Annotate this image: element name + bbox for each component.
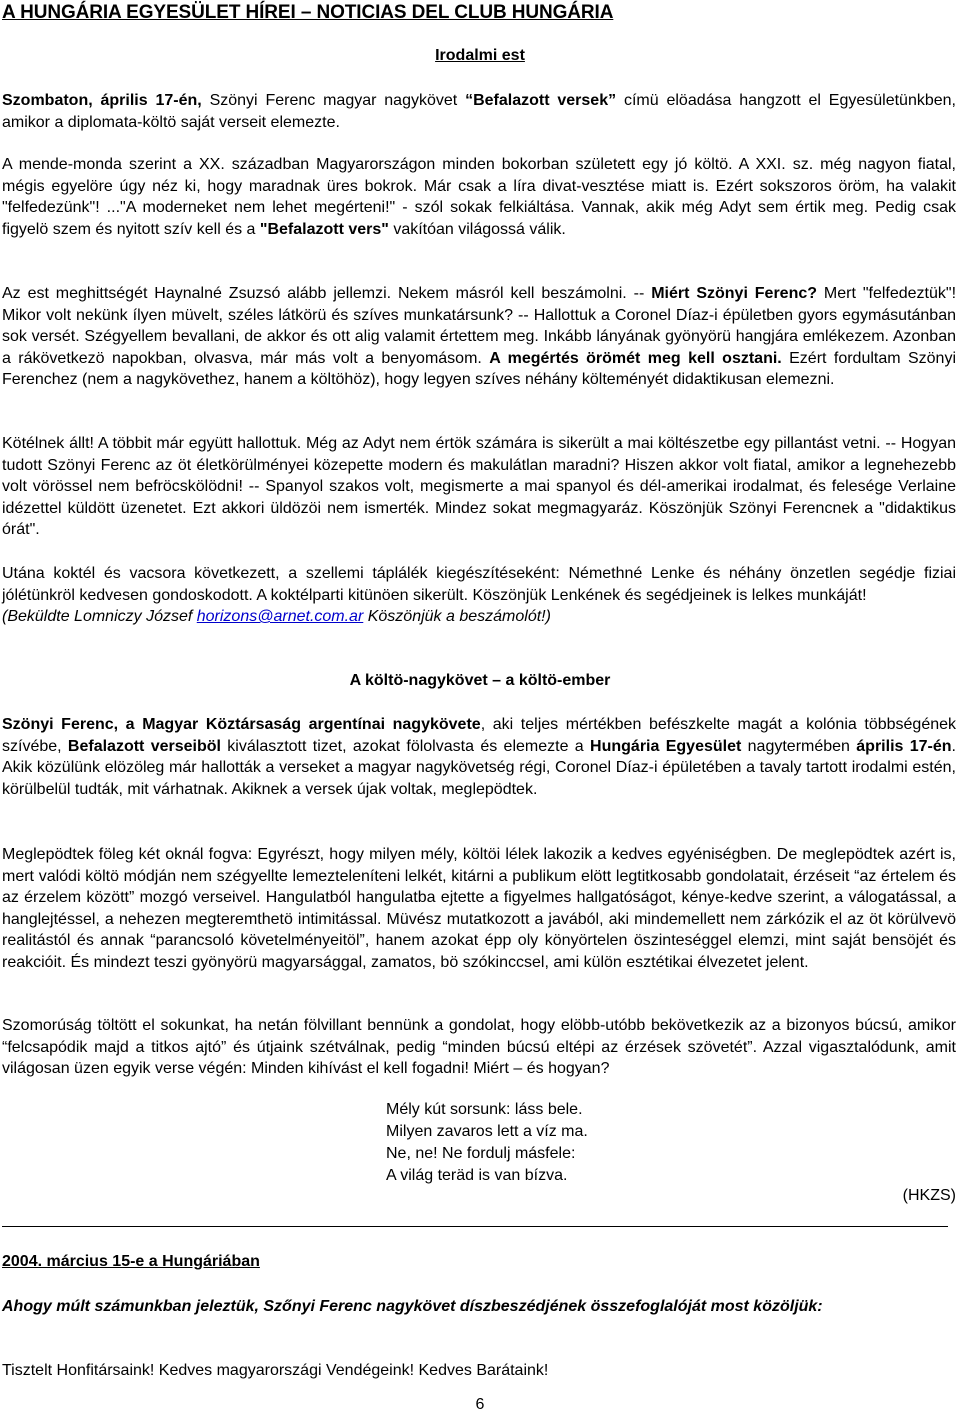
text-run: A mende-monda szerint a XX. században Magyarországon minden bokorban született egy jó költö. A XXI. sz. még nagyon fiatal, mégis egyelöre úgy néz ki, hogy maradnak üres bokrok. Már csak a líra divat-vesztése miatt is. Ezért sokszoros öröm, ha valakit "felfedezünk"! ..."A moderneket nem lehet megérteni!" - szól sokak felkiáltása. Vannak, akik még Adyt sem értik meg. Pedig csak figyelö szem és nyitott szív kell és a: [2, 156, 956, 238]
bold-text: "Befalazott vers": [259, 220, 389, 238]
text-run: Szönyi Ferenc magyar nagykövet: [201, 92, 466, 109]
paragraph-greeting: Tisztelt Honfitársaink! Kedves magyarországi Vendégeink! Kedves Barátaink!: [2, 1362, 549, 1379]
bold-text: Befalazott verseiböl: [67, 737, 221, 755]
section-title-irodalmi-est: Irodalmi est: [435, 47, 525, 64]
bold-text: A megértés örömét meg kell osztani.: [489, 349, 782, 367]
paragraph-ambassador: [2, 714, 956, 800]
text-run: címü elöadása hangzott el Egyesületünkben, amikor a diplomata-költö saját verseit elemezte.: [2, 92, 956, 131]
text-run: kiválasztott tizet, azokat fölolvasta és elemezte a: [220, 737, 591, 755]
bold-text: Hungária Egyesület: [590, 737, 742, 755]
paragraph-cocktail: [2, 563, 956, 628]
text-run: vakítóan világossá válik.: [388, 220, 566, 238]
paragraph-farewell: Szomorúság töltött el sokunkat, ha netán fölvillant bennünk a gondolat, hogy elöbb-utóbb bekövetkezik az a bizonyos búcsú, amikor “felcsapódik majd a titkos ajtó” és útjaink szétválnak, pedig “minden búcsú eltépi az érzések szövetét”. Azzal vigasztalódunk, amit világosan üzen egyik verse végén: Minden kihívást el kell fogadni! Miért – és hogyan?: [2, 1017, 956, 1078]
text-run: . Akik közülünk elözöleg már hallották a verseket a magyar nagykövetség régi, Coronel Díaz-i épületében a tavaly tartott irodalmi estén, körülbelül tudták, mit várhatnak. Akiknek a versek újak voltak, meglepödtek.: [2, 737, 956, 798]
paragraph-surprise: Meglepödtek föleg két oknál fogva: Egyrészt, hogy milyen mély, költöi lélek lakozik a kedves egyéniségben. De meglepödtek azért is, mert valódi költö módján nem szégyellte lemezteleníteni lelkét, kitárni a publikum elött legtitkosabb gondolatait, érzéseit “az értelem és az érzelem között” mozgó verseivel. Hangulatból hangulatba ejtette a figyelmes hallgatóságot, kénye-kedve szerint, a válogatással, a hanglejtéssel, a nehezen megteremthetö intimitással. Müvész mutatkozott a javából, aki mindemellett nem zárkózik el az öt körülvevö realitástól és annak “parancsoló követelményeitöl”, hanem azokat épp oly könyörtelen öszinteséggel elemzi, mint saját bensöjét és reakcióit. És mindezt teszi gyönyörü magyarsággal, zamatos, bö szókinccsel, ami külön esztétikai élvezetet jelent.: [2, 846, 956, 971]
section-title-march-15: 2004. március 15-e a Hungáriában: [2, 1253, 260, 1270]
paragraph-speech-intro: Ahogy múlt számunkban jeleztük, Szőnyi Ferenc nagykövet díszbeszédjének összefoglalóját most közöljük:: [2, 1298, 823, 1315]
text-run: Az est meghittségét Haynalné Zsuzsó alább jellemzi. Nekem másról kell beszámolni. --: [2, 285, 652, 302]
section-divider: [2, 1226, 948, 1227]
bold-text: Miért Szönyi Ferenc?: [651, 285, 818, 302]
page-number: 6: [475, 1396, 485, 1413]
bold-text: “Befalazott versek”: [465, 92, 617, 109]
bold-text: április 17-én: [856, 737, 952, 755]
bold-text: Szombaton, április 17-én,: [2, 92, 202, 109]
newsletter-header: A HUNGÁRIA EGYESÜLET HÍREI – NOTICIAS DEL CLUB HUNGÁRIA: [2, 2, 614, 23]
poem-line: Ne, ne! Ne fordulj másfele:: [386, 1145, 576, 1162]
paragraph-lecture-summary: Kötélnek állt! A többit már együtt hallottuk. Még az Adyt nem értök számára is sikerült a mai költészetbe egy pillantást vetni. -- Hogyan tudott Szönyi Ferenc az öt életkörülményei közepette modern és makulátlan maradni? Hiszen akkor volt fiatal, amikor a legnehezebb volt vörössel nem befröcskölödni! -- Spanyol szakos volt, megismerte a mai spanyol és dél-amerikai irodalmat, és felesége Verlaine idézettel küldött üzenetet. Ezt akkori üldözöi nem ismerték. Mindez sokat megmagyaráz. Köszönjük Szönyi Ferencnek a "didaktikus órát".: [2, 435, 956, 539]
poem-line: Milyen zavaros lett a víz ma.: [386, 1123, 588, 1140]
poem-quote: [386, 1099, 588, 1187]
text-run: , aki teljes mértékben befészkelte magát a kolónia többségének szívébe,: [2, 716, 957, 755]
poem-line: A világ teräd is van bízva.: [386, 1167, 568, 1184]
credit-prefix: (Beküldte Lomniczy József: [2, 608, 197, 626]
author-signature: (HKZS): [902, 1187, 956, 1204]
paragraph-event-intro: [2, 90, 956, 133]
credit-suffix: Köszönjük a beszámolót!): [363, 608, 551, 626]
section-title-kolto-nagykovet: A költö-nagykövet – a költö-ember: [349, 672, 611, 689]
text-run: Mert "felfedeztük"! Mikor volt nekünk ílyen müvelt, széles látkörü és szíves munkatársunk? -- Hallottuk a Coronel Díaz-i épületben gyors egymásutánban sok versét. Szégyellem bevallani, de akkor és ott alig valamit értettem meg. Inkább lányának gyönyörü hangjára emlékezem. Azonban a rákövetkezö napokban, olvasva, már más volt a benyomásom.: [2, 285, 957, 367]
credit-line: [2, 606, 956, 628]
poem-line: Mély kút sorsunk: láss bele.: [386, 1101, 583, 1118]
email-link[interactable]: horizons@arnet.com.ar: [196, 608, 364, 626]
paragraph-poetry-context: [2, 154, 956, 240]
paragraph-why-szonyi: [2, 283, 956, 391]
text-run: Ezért fordultam Szönyi Ferenchez (nem a nagykövethez, hanem a költöhöz), hogy legyen szíves néhány költeményét didaktikusan elemezni.: [2, 349, 956, 389]
bold-text: Szönyi Ferenc, a Magyar Köztársaság argentínai nagykövete: [2, 716, 481, 733]
cocktail-text: Utána koktél és vacsora következett, a szellemi táplálék kiegészítéseként: Némethné Lenke és néhány önzetlen segédje fiziai jólétünkröl kedvesen gondoskodott. A koktélparti kitünöen sikerült. Köszönjük Lenkének és segédjeinek is lelkes munkáját!: [2, 565, 956, 604]
text-run: nagytermében: [741, 737, 857, 755]
